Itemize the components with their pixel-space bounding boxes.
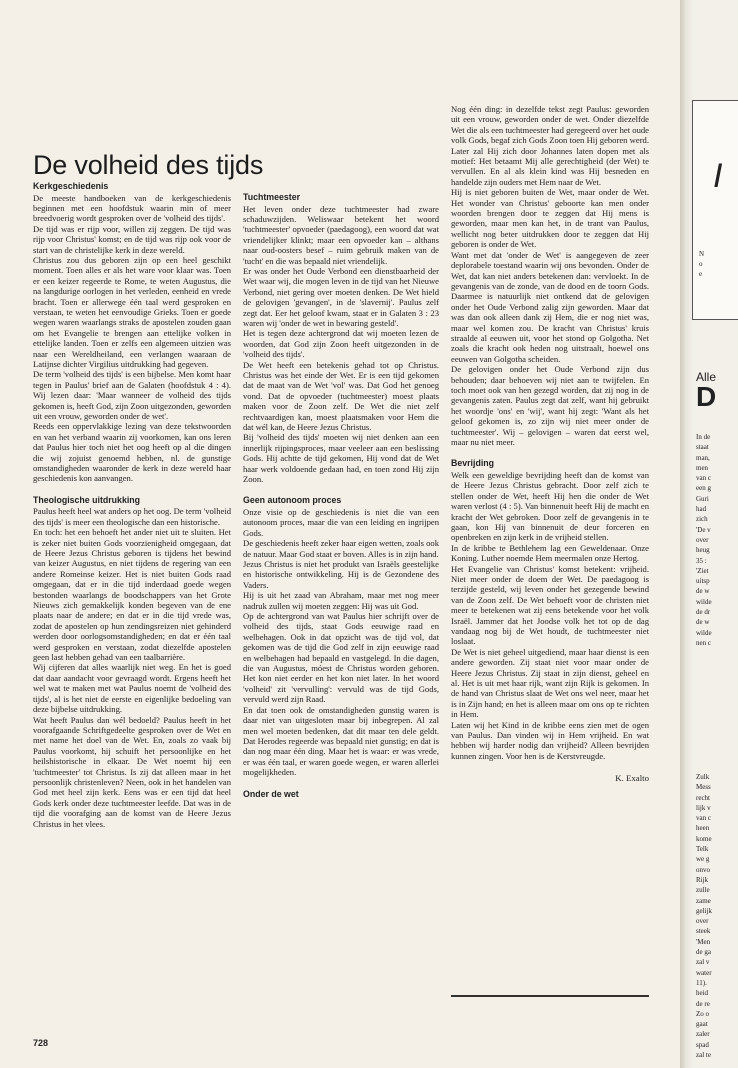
paragraph: De gelovigen onder het Oude Verbond zijn dus behouden; daar behoeven wij niet aan te twijfelen. En toch moet ook van hen gezegd worden, dat zij nog in de gevangenis zaten. Paulus zegt dat zelf, want hij gebruikt het woordje 'ons' en 'wij', want hij zegt: 'Want als het geloof gekomen is, zo zijn wij niet meer onder de tuchtmeester'. Wij – gelovigen – waren dat eerst wel, maar nu niet meer. xyxy=(451,364,649,447)
text-fragment: Zo o xyxy=(696,1009,710,1018)
text-fragment: over xyxy=(696,535,709,544)
paragraph: Welk een geweldige bevrijding heeft dan de komst van de Heere Jezus Christus gebracht. Door zelf zich te stellen onder de Wet, heeft Hij hen die onder de Wet waren verlost (4 : 5). Van binnenuit heeft Hij de macht en kracht der Wet gebroken. Door zelf de gevangenis in te gaan, kon Hij van binnenuit de deur forceren en openbreken en zijn kerk in de vrijheid stellen. xyxy=(451,469,649,543)
paragraph: Paulus heeft heel wat anders op het oog. De term 'volheid des tijds' is meer een theologische dan een historische. xyxy=(33,506,231,527)
paragraph: Het leven onder deze tuchtmeester had zware schaduwzijden. Weliswaar betekent het woord 'tuchtmeester' opvoeder (paedagoog), een woord dat wat vriendelijker klinkt; maar een opvoeder kan – althans naar oud-oosters besef – ruim gebruik maken van de 'tucht' en die was bepaald niet vriendelijk. xyxy=(243,203,439,266)
text-column-2 xyxy=(243,181,439,800)
article-title: De volheid des tijds xyxy=(33,150,264,180)
text-fragment: gaat xyxy=(696,1020,708,1029)
adjacent-heading: Alle xyxy=(696,370,717,384)
paragraph: Christus zou dus geboren zijn op een heel geschikt moment. Toen alles er als het ware voor klaar was. Toen er een keizer regeerde te Rome, te weten Augustus, die na langdurige oorlogen in het verleden, eenheid en vrede bracht. Toen er allerwege één taal werd gesproken en verstaan, te weten het eenvoudige Grieks. Toen er goede wegen waren waarlangs straks de apostelen zouden gaan om het Evangelie te brengen aan ettelijke volken in ettelijke landen. Toen er zelfs een algemeen uitzien was naar een Wereldheiland, een verlangen waaraan de Latijnse dichter Virgilius uitdrukking had gegeven. xyxy=(33,254,231,369)
text-fragment: o xyxy=(699,260,703,268)
paragraph: Laten wij het Kind in de kribbe eens zien met de ogen van Paulus. Dan vinden wij in Hem vrijheid. En wat hebben wij harder nodig dan vrijheid? Alleen bevrijden kunnen zingen. Voor hen is de Kerstvreugde. xyxy=(451,719,649,761)
paragraph: De meeste handboeken van de kerkgeschiedenis beginnen met een hoofdstuk waarin min of meer breedvoerig wordt gesproken over de 'volheid des tijds'. xyxy=(33,192,231,224)
text-fragment: 11). xyxy=(696,978,707,987)
paragraph: Hij is niet geboren buiten de Wet, maar onder de Wet. Het wonder van Christus' geboorte kan men onder woorden brengen door te zeggen dat Hij mens is geworden, maar men kan het, in de trant van Paulus, wellicht nog beter uitdrukken door te zeggen dat Hij geboren is onder de Wet. xyxy=(451,187,649,250)
text-fragment: water xyxy=(696,968,712,977)
paragraph: En toch: het een behoeft het ander niet uit te sluiten. Het is zeker niet buiten Gods voorzienigheid omgegaan, dat de Heere Jezus Christus geboren is tijdens het bewind van keizer Augustus, en niet tijdens de regering van een andere Romeinse keizer. Het is niet buiten Gods raad omgegaan, dat er in die tijd inderdaad goede wegen bestonden waarlangs de boodschappers van het Grote Nieuws zich gemakkelijk konden begeven van de ene plaats naar de andere; en dat er in die tijd vrede was, zodat de apostelen op hun zendingsreizen niet gehinderd werden door oorlogsomstandigheden; en dat er één taal werd gesproken en verstaan, zodat diezelfde apostelen geen last hebben gehad van een taalbarrière. xyxy=(33,527,231,663)
text-fragment: van c xyxy=(696,814,711,823)
text-fragment: heen xyxy=(696,824,710,833)
text-fragment: Telk xyxy=(696,845,709,854)
paragraph: In de kribbe te Bethlehem lag een Geweldenaar. Onze Koning. Luther noemde Hem meermalen onze Hertog. xyxy=(451,542,649,564)
text-fragment: 'Ziet xyxy=(696,566,709,575)
text-fragment: men xyxy=(696,463,709,472)
text-column-3 xyxy=(451,104,649,784)
adjacent-page-box xyxy=(692,100,738,320)
text-fragment: zulle xyxy=(696,886,710,895)
paragraph: Er was onder het Oude Verbond een dienstbaarheid der Wet waar wij, die mogen leven in de tijd van het Nieuwe Verbond, niet gering over moeten denken. De Wet hield de gelovigen 'gevangen', in de 'slavernij'. Paulus zelf zegt dat. Eer het geloof kwam, staat er in Galaten 3 : 23 waren wij 'onder de wet in bewaring gesteld'. xyxy=(243,265,439,328)
paragraph: En dat toen ook de omstandigheden gunstig waren is daar niet van uitgesloten maar bij inbegrepen. Al zal men wel moeten bedenken, dat dit maar ten dele geldt. Dat Herodes regeerde was bepaald niet gunstig; en dat is dan nog maar één ding. Maar het is waar: er was vrede, er was één taal, er waren goede wegen, er waren allerlei mogelijkheden. xyxy=(243,704,439,778)
text-fragment: staat xyxy=(696,443,709,452)
paragraph: De Wet heeft een betekenis gehad tot op Christus. Christus was het einde der Wet. Er is een tijd gekomen dat de maat van de Wet 'vol' was. Dat God het genoeg vond. Dat de opvoeder (tuchtmeester) moest plaats maken voor de Zoon zelf. De Wet die niet zelf rechtvaardigen kan, moest plaatsmaken voor Hem die dat wél kan, de Heere Jezus Christus. xyxy=(243,359,439,433)
text-fragment: Zulk xyxy=(696,773,710,781)
text-column-1 xyxy=(33,181,231,829)
text-fragment: zaler xyxy=(696,1030,710,1039)
text-fragment: 35 : xyxy=(696,556,707,565)
text-fragment: Guri xyxy=(696,494,709,503)
text-fragment: de ga xyxy=(696,948,711,957)
adjacent-column-b xyxy=(696,772,738,1060)
text-fragment: zich xyxy=(696,515,708,524)
paragraph: Nog één ding: in dezelfde tekst zegt Paulus: geworden uit een vrouw, geworden onder de wet. Onder diezelfde Wet die als een tuchtmeester had geregeerd over het oude volk Gods, begaf zich Gods Zoon toen Hij geboren werd. Later zal Hij zich door Johannes laten dopen met als motief: Het betaamt Mij alle gerechtigheid (der Wet) te vervullen. En al als klein kind was Hij besneden en handelde zijn ouders met Hem naar de Wet. xyxy=(451,104,649,187)
section-heading: Onder de wet xyxy=(243,788,299,799)
text-fragment: van c xyxy=(696,474,711,483)
text-fragment: zal te xyxy=(696,1051,711,1060)
text-fragment: uitsp xyxy=(696,577,710,586)
paragraph: De term 'volheid des tijds' is een bijbelse. Men komt haar tegen in Paulus' brief aan de Galaten (hoofdstuk 4 : 4). Wij lezen daar: 'Maar wanneer de volheid des tijds gekomen is, heeft God, zijn Zoon uitgezonden, geworden uit een vrouw, geworden onder de wet'. xyxy=(33,369,231,422)
paragraph: Het Evangelie van Christus' komst betekent: vrijheid. Niet meer onder de doem der Wet. De paedagoog is terzijde gesteld, wij leven onder het gezegende bewind van de Zoon zelf. De Wet behoeft voor de christen niet meer te betekenen wat zij eens betekende voor het volk Israël. Jammer dat het Joodse volk het tot op de dag vandaag nog bij de Wet houdt, de tuchtmeester niet loslaat. xyxy=(451,563,649,647)
text-fragment: e xyxy=(699,270,703,278)
text-fragment: we g xyxy=(696,855,710,864)
text-fragment: Mess xyxy=(696,783,711,792)
paragraph: Reeds een oppervlakkige lezing van deze tekstwoorden en van het verband waarin zij voorkomen, kan ons leren dat Paulus hier toch niet het oog heeft op al die dingen die wij zojuist genoemd hebben, nl. de gunstige omstandigheden waaronder de kerk in deze wereld haar geschiedenis kon aanvangen. xyxy=(33,421,231,484)
paragraph: Bij 'volheid des tijds' moeten wij niet denken aan een innerlijk rijpingsproces, maar veeleer aan een beslissing Gods. Hij achtte de tijd gekomen, Hij vond dat de Wet haar werk voldoende gedaan had, en toen zond Hij zijn Zoon. xyxy=(243,432,439,485)
adjacent-box-letter: I xyxy=(713,157,723,195)
text-fragment: zame xyxy=(696,896,711,905)
author-signature: K. Exalto xyxy=(615,773,649,784)
text-fragment: heid xyxy=(696,989,709,998)
adjacent-box-text xyxy=(699,249,704,279)
paragraph: Hij is uit het zaad van Abraham, maar met nog meer nadruk zullen wij moeten zeggen: Hij was uit God. xyxy=(243,590,439,611)
text-fragment: 'Men xyxy=(696,937,711,946)
section-heading: Kerkgeschiedenis xyxy=(33,181,109,191)
adjacent-column-a xyxy=(696,432,738,648)
adjacent-title: D xyxy=(696,381,717,412)
text-fragment: spad xyxy=(696,1040,709,1049)
text-fragment: over xyxy=(696,917,709,926)
text-fragment: man, xyxy=(696,453,710,462)
text-fragment: 'De v xyxy=(696,525,711,534)
paragraph: Wij cijferen dat alles waarlijk niet weg. En het is goed dat daar aandacht voor gevraagd wordt. Ergens heeft het wel wat te maken met wat Paulus noemt de 'volheid des tijds', al is het niet de eerste en eigenlijke bedoeling van deze bijbelse uitdrukking. xyxy=(33,662,231,715)
paragraph: Op de achtergrond van wat Paulus hier schrijft over de volheid des tijds, staat Gods eeuwige raad en welbehagen. Ook in dat opzicht was de tijd vol, dat gekomen was de tijd die God zelf in zijn eeuwige raad en welbehagen had bepaald en vastgelegd. In die dagen, die van Augustus, móest de Christus worden geboren. Het kon niet eerder en het kon niet later. In het woord 'volheid' zit 'vervulling': vervuld was de tijd Gods, vervuld werd zijn Raad. xyxy=(243,611,439,705)
paragraph: Jezus Christus is niet het produkt van Israëls geestelijke en historische ontwikkeling. Hij is de Gezondene des Vaders. xyxy=(243,559,439,590)
paragraph: De geschiedenis heeft zeker haar eigen wetten, zoals ook de natuur. Maar God staat er boven. Alles is in zijn hand. xyxy=(243,538,439,559)
section-heading: Geen autonoom proces xyxy=(243,495,342,506)
text-fragment: In de xyxy=(696,433,711,441)
paragraph: De tijd was er rijp voor, willen zij zeggen. De tijd was rijp voor Christus' komst; en de tijd was rijp ook voor de start van de christelijke kerk in deze wereld. xyxy=(33,223,231,255)
text-fragment: de w xyxy=(696,587,710,596)
text-fragment: recht xyxy=(696,793,710,802)
text-fragment: nen c xyxy=(696,638,711,647)
paragraph: Want met dat 'onder de Wet' is aangegeven de zeer deplorabele toestand waarin wij ons bevonden. Onder de Wet, dat kan niet anders betekenen dan: vervloekt. In de gevangenis van de zonde, van de dood en de toorn Gods. Daarmee is natuurlijk niet ontkend dat de gelovigen onder het Oude Verbond zalig zijn geworden. Maar dat was dan ook alleen dank zij Hem, die er nog niet was, maar wel komen zou. De kracht van Christus' kruis straalde al eeuwen uit, voor het stond op Golgotha. Net zoals die kracht ook heden nog uitstraalt, hoewel ons eeuwen van Golgotha scheiden. xyxy=(451,249,649,364)
text-fragment: lijk v xyxy=(696,803,711,812)
text-fragment: heug xyxy=(696,546,710,555)
section-heading: Theologische uitdrukking xyxy=(33,494,141,505)
paragraph: Wat heeft Paulus dan wél bedoeld? Paulus heeft in het voorafgaande Schriftgedeelte gesproken over de Wet en met name het doel van de Wet. En, zoals zo vaak bij Paulus voorkomt, hij schuift het persoonlijke en het heilshistorische in elkaar. De Wet noemt hij een 'tuchtmeester' tot Christus. Is zij dat alleen maar in het persoonlijk christenleven? Neen, ook in het handelen van God met heel zijn kerk. Eens was er een tijd dat heel Gods kerk onder deze tuchtmeester leefde. Dat was in de tijd die voorafging aan de komst van de Heere Jezus Christus in het vlees. xyxy=(33,714,231,829)
text-fragment: wilde xyxy=(696,597,712,606)
text-fragment: wilde xyxy=(696,628,712,637)
article-end-rule xyxy=(451,995,649,997)
section-heading: Bevrijding xyxy=(451,458,495,469)
section-heading: Tuchtmeester xyxy=(243,192,301,202)
text-fragment: had xyxy=(696,505,707,514)
text-fragment: steek xyxy=(696,927,711,936)
text-fragment: onvo xyxy=(696,865,710,874)
paragraph: Onze visie op de geschiedenis is niet die van een autonoom proces, maar die van een leiding en ingrijpen Gods. xyxy=(243,506,439,538)
text-fragment: de dr xyxy=(696,608,711,617)
text-fragment: Rijk xyxy=(696,875,709,884)
text-fragment: kome xyxy=(696,834,712,843)
paragraph: Het is tegen deze achtergrond dat wij moeten lezen de woorden, dat God zijn Zoon heeft uitgezonden in de 'volheid des tijds'. xyxy=(243,328,439,360)
text-fragment: een g xyxy=(696,484,711,493)
text-fragment: zal v xyxy=(696,958,710,967)
text-fragment: N xyxy=(699,250,705,258)
text-fragment: de re xyxy=(696,999,710,1008)
paragraph: De Wet is niet geheel uitgediend, maar haar dienst is een andere geworden. Zij staat niet voor maar onder de Heere Jezus Christus. Zij staat in zijn dienst, geheel en al. Het is uit met haar rijk, want zijn Rijk is gekomen. In de hand van Christus slaat de Wet ons wel neer, maar het is in Zijn hand; en het is alleen maar om ons op te richten in Hem. xyxy=(451,646,649,720)
text-fragment: gelijk xyxy=(696,906,712,915)
text-fragment: de w xyxy=(696,618,710,627)
adjacent-page-fragment xyxy=(688,0,738,1068)
page-number: 728 xyxy=(33,1038,49,1048)
